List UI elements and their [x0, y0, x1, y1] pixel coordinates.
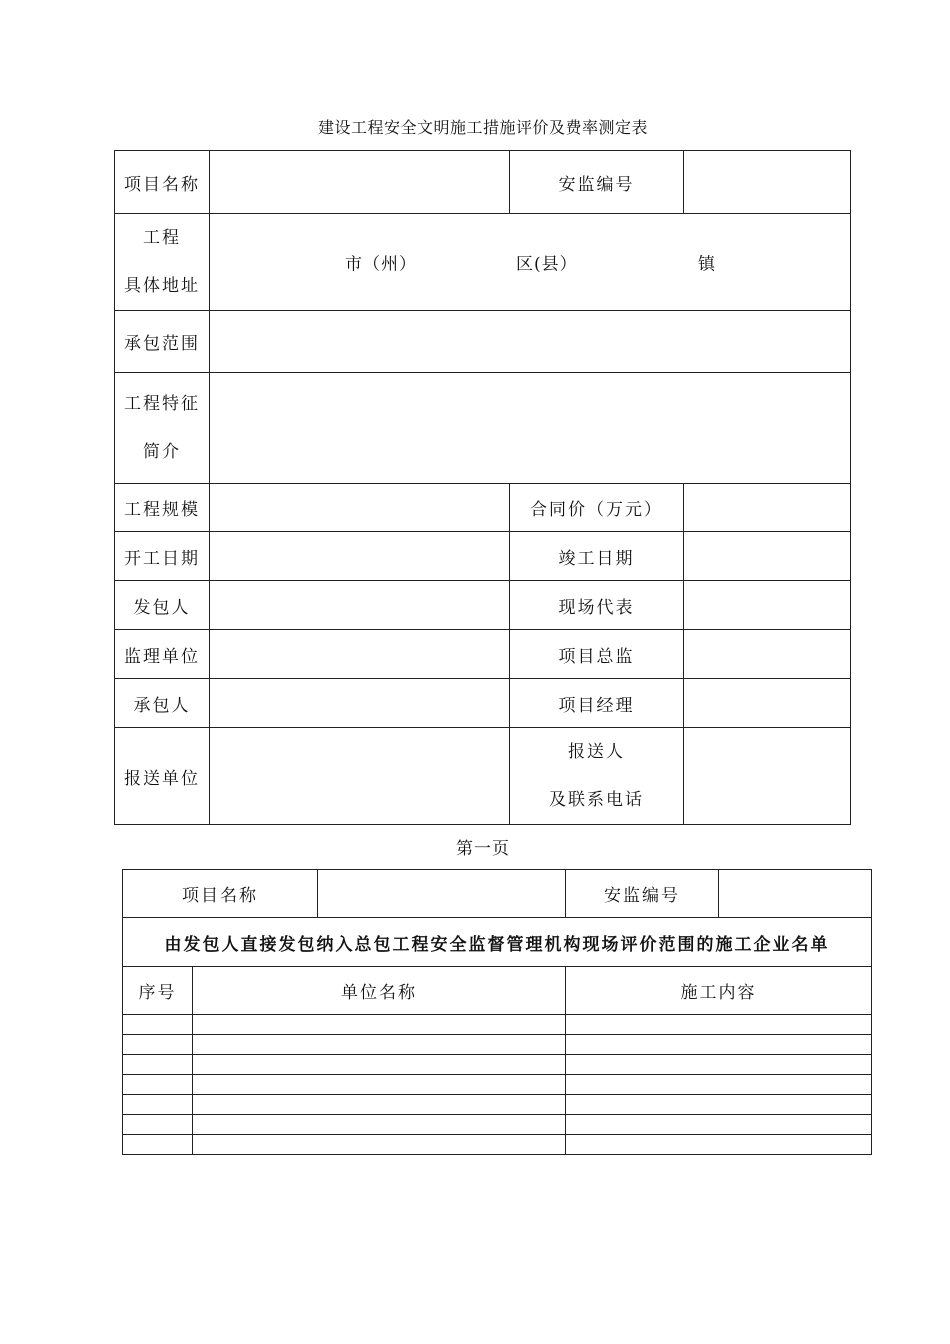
address-city: 市（州） [345, 254, 417, 275]
contractor-field[interactable] [210, 679, 510, 728]
address-label-line-2: 具体地址 [124, 276, 200, 296]
list-project-name-field[interactable] [318, 870, 566, 918]
employer-label: 发包人 [115, 581, 210, 630]
supervisor-unit-label: 监理单位 [115, 630, 210, 679]
contractor-label: 承包人 [115, 679, 210, 728]
col-header-content: 施工内容 [566, 967, 872, 1015]
chief-supervisor-label: 项目总监 [510, 630, 684, 679]
site-rep-label: 现场代表 [510, 581, 684, 630]
page-number: 第一页 [456, 839, 510, 859]
contract-scope-label: 承包范围 [115, 311, 210, 373]
list-safety-number-field[interactable] [719, 870, 872, 918]
employer-field[interactable] [210, 581, 510, 630]
contract-price-label: 合同价（万元） [510, 484, 684, 532]
table-row-no[interactable] [123, 1015, 193, 1035]
table-row-content[interactable] [566, 1035, 872, 1055]
document-title: 建设工程安全文明施工措施评价及费率测定表 [317, 118, 648, 137]
table-row-content[interactable] [566, 1095, 872, 1115]
table-row-unit[interactable] [193, 1075, 566, 1095]
start-date-field[interactable] [210, 532, 510, 581]
submitter-field[interactable] [684, 728, 851, 825]
table-row-unit[interactable] [193, 1115, 566, 1135]
start-date-label: 开工日期 [115, 532, 210, 581]
address-district: 区(县） [516, 254, 578, 275]
address-label [115, 214, 210, 311]
table-row-unit[interactable] [193, 1055, 566, 1075]
features-label-line-1: 工程特征 [124, 394, 200, 414]
table-row-content[interactable] [566, 1135, 872, 1155]
submitting-unit-field[interactable] [210, 728, 510, 825]
table-row-unit[interactable] [193, 1135, 566, 1155]
contractor-list-table [122, 869, 872, 1155]
site-rep-field[interactable] [684, 581, 851, 630]
chief-supervisor-field[interactable] [684, 630, 851, 679]
table-row-no[interactable] [123, 1075, 193, 1095]
table-row-no[interactable] [123, 1135, 193, 1155]
table-row-unit[interactable] [193, 1095, 566, 1115]
table-row-no[interactable] [123, 1035, 193, 1055]
address-town: 镇 [698, 254, 716, 275]
submitting-unit-label: 报送单位 [115, 728, 210, 825]
evaluation-form-table [114, 150, 851, 825]
project-manager-label: 项目经理 [510, 679, 684, 728]
scale-label: 工程规模 [115, 484, 210, 532]
submitter-label-line-2: 及联系电话 [549, 790, 644, 810]
contract-price-field[interactable] [684, 484, 851, 532]
table-row-no[interactable] [123, 1115, 193, 1135]
features-label [115, 373, 210, 484]
table-row-no[interactable] [123, 1095, 193, 1115]
project-name-label: 项目名称 [115, 151, 210, 214]
list-heading: 由发包人直接发包纳入总包工程安全监督管理机构现场评价范围的施工企业名单 [123, 918, 872, 967]
contract-scope-field[interactable] [210, 311, 851, 373]
col-header-no: 序号 [123, 967, 193, 1015]
table-row-content[interactable] [566, 1055, 872, 1075]
table-row-no[interactable] [123, 1055, 193, 1075]
project-name-field[interactable] [210, 151, 510, 214]
table-row-content[interactable] [566, 1115, 872, 1135]
table-row-unit[interactable] [193, 1035, 566, 1055]
submitter-label-line-1: 报送人 [568, 742, 625, 762]
project-manager-field[interactable] [684, 679, 851, 728]
submitter-label [510, 728, 684, 825]
table-row-content[interactable] [566, 1015, 872, 1035]
safety-number-field[interactable] [684, 151, 851, 214]
features-field[interactable] [210, 373, 851, 484]
completion-date-field[interactable] [684, 532, 851, 581]
address-label-line-1: 工程 [143, 228, 181, 248]
list-safety-number-label: 安监编号 [566, 870, 719, 918]
col-header-unit: 单位名称 [193, 967, 566, 1015]
supervisor-unit-field[interactable] [210, 630, 510, 679]
completion-date-label: 竣工日期 [510, 532, 684, 581]
safety-number-label: 安监编号 [510, 151, 684, 214]
table-row-unit[interactable] [193, 1015, 566, 1035]
table-row-content[interactable] [566, 1075, 872, 1095]
list-project-name-label: 项目名称 [123, 870, 318, 918]
features-label-line-2: 简介 [143, 442, 181, 462]
scale-field[interactable] [210, 484, 510, 532]
address-field[interactable] [210, 214, 851, 311]
